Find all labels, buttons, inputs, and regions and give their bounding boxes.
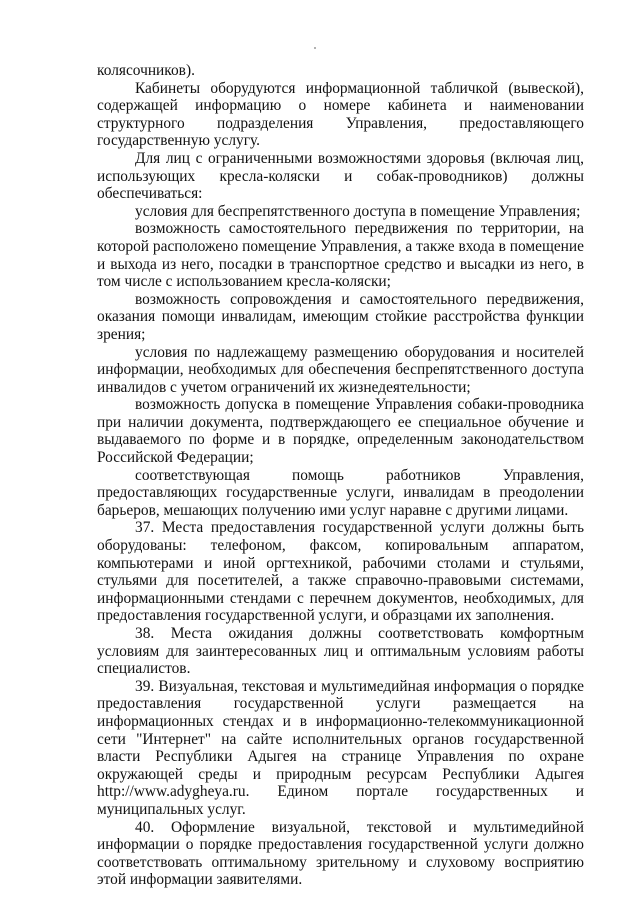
paragraph-guide-dog: возможность допуска в помещение Управления собаки-проводника при наличии документа, подтверждающего ее специальное обучение и выдаваемого по форме и в порядке, определенным законодательством Российской Федерации;: [97, 396, 584, 467]
paragraph-section-37: 37. Места предоставления государственной услуги должны быть оборудованы: телефоном, факсом, копировальным аппаратом, компьютерами и иной оргтехникой, рабочими столами и стульями, стульями для посетителей, а также справочно-правовыми системами, информационными стендами с перечнем документов, необходимых, для предоставления государственной услуги, и образцами их заполнения.: [97, 519, 584, 625]
paragraph-escort-assistance: возможность сопровождения и самостоятельного передвижения, оказания помощи инвалидам, имеющим стойкие расстройства функции зрения;: [97, 290, 584, 343]
paragraph-disability-intro: Для лиц с ограниченными возможностями здоровья (включая лиц, использующих кресла-коляски и собак-проводников) должны обеспечиваться:: [97, 149, 584, 203]
paragraph-independent-movement: возможность самостоятельного передвижения по территории, на которой расположено помещение Управления, а также входа в помещение и выхода из него, посадки в транспортное средство и высадки из него, в том числе с использованием кресла-коляски;: [97, 220, 584, 291]
paragraph-section-40: 40. Оформление визуальной, текстовой и мультимедийной информации о порядке предоставления государственной услуги должно соответствовать оптимальному зрительному и слуховому восприятию этой информации заявителями.: [97, 818, 584, 889]
paragraph-continuation: колясочников).: [97, 62, 195, 79]
paragraph-section-38: 38. Места ожидания должны соответствовать комфортным условиям для заинтересованных лиц и оптимальным условиям работы специалистов.: [97, 625, 584, 678]
paragraph-staff-assistance: соответствующая помощь работников Управления, предоставляющих государственные услуги, инвалидам в преодолении барьеров, мешающих получению ими услуг наравне с другими лицами.: [97, 466, 584, 519]
paragraph-equipment-placement: условия по надлежащему размещению оборудования и носителей информации, необходимых для обеспечения беспрепятственного доступа инвалидов с учетом ограничений их жизнедеятельности;: [97, 343, 584, 396]
paragraph-cabinet-signage: Кабинеты оборудуются информационной табличкой (вывеской), содержащей информацию о номере кабинета и наименовании структурного подразделения Управления, предоставляющего государственную услугу.: [97, 79, 584, 150]
scan-speck: [314, 47, 316, 49]
paragraph-section-39: 39. Визуальная, текстовая и мультимедийная информация о порядке предоставления государственной услуги размещается на информационных стендах и в информационно-телекоммуникационной сети "Интернет" на сайте исполнительных органов государственной власти Республики Адыгея на странице Управления по охране окружающей среды и природным ресурсам Республики Адыгея http://www.adygheya.ru. Едином портале государственных и муниципальных услуг.: [97, 677, 584, 818]
document-page: [97, 62, 584, 889]
paragraph-barrier-free-access: условия для беспрепятственного доступа в помещение Управления;: [135, 202, 581, 220]
